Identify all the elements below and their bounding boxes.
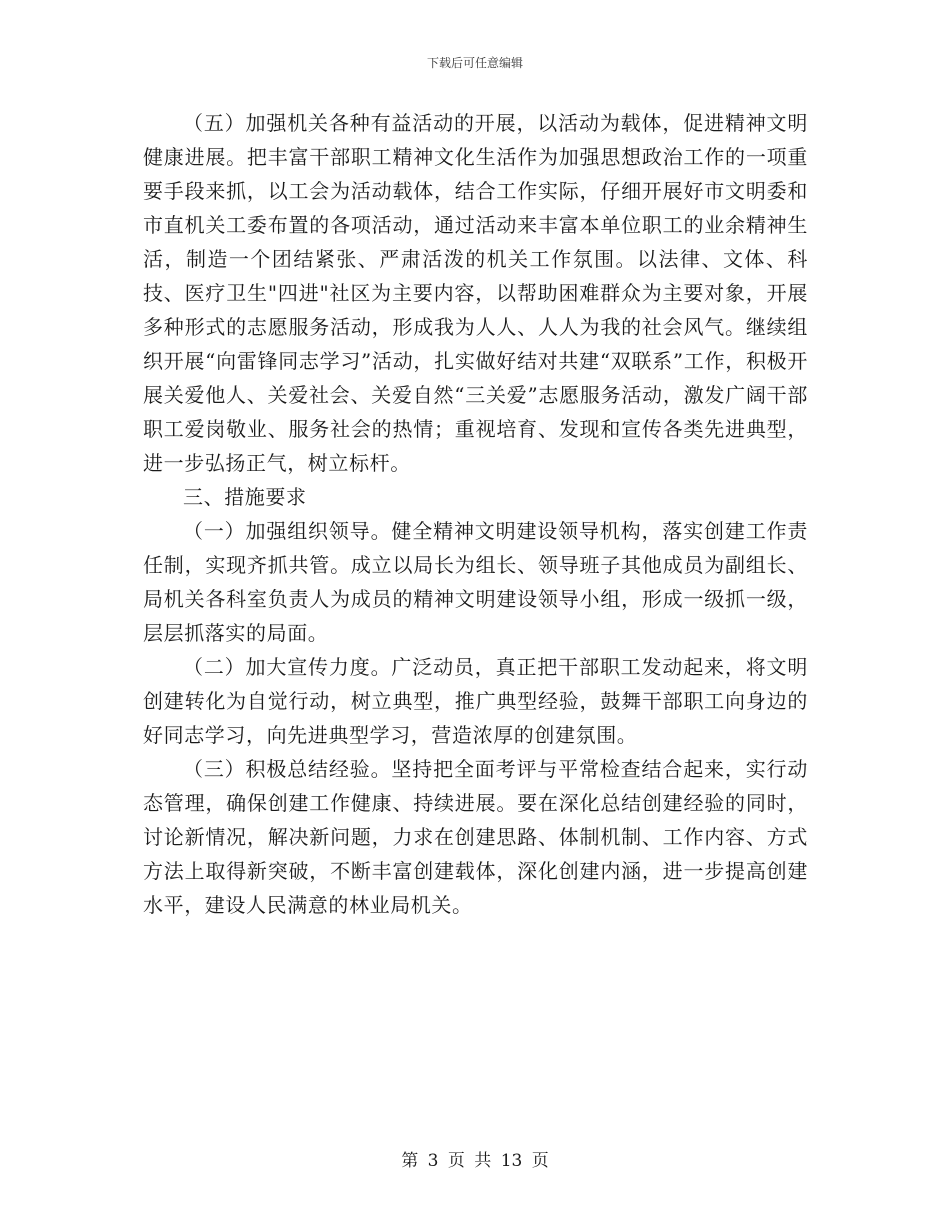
document-body [143,106,808,922]
paragraph-experience: （三）积极总结经验。坚持把全面考评与平常检查结合起来，实行动态管理，确保创建工作健康、持续进展。要在深化总结创建经验的同时，讨论新情况，解决新问题，力求在创建思路、体制机制、工作内容、方式方法上取得新突破，不断丰富创建载体，深化创建内涵，进一步提高创建水平，建设人民满意的林业局机关。 [143,757,808,917]
section-heading-measures: 三、措施要求 [183,485,307,509]
paragraph-publicity: （二）加大宣传力度。广泛动员，真正把干部职工发动起来，将文明创建转化为自觉行动，树立典型，推广典型经验，鼓舞干部职工向身边的好同志学习，向先进典型学习，营造浓厚的创建氛围。 [143,655,808,747]
paragraph-organization: （一）加强组织领导。健全精神文明建设领导机构，落实创建工作责任制，实现齐抓共管。成立以局长为组长、领导班子其他成员为副组长、局机关各科室负责人为成员的精神文明建设领导小组，形成一级抓一级，层层抓落实的局面。 [143,519,808,645]
page-number: 第 3 页 共 13 页 [401,1151,549,1171]
header-note: 下载后可任意编辑 [426,56,523,70]
paragraph-activities: （五）加强机关各种有益活动的开展，以活动为载体，促进精神文明健康进展。把丰富干部职工精神文化生活作为加强思想政治工作的一项重要手段来抓，以工会为活动载体，结合工作实际，仔细开展好市文明委和市直机关工委布置的各项活动，通过活动来丰富本单位职工的业余精神生活，制造一个团结紧张、严肃活泼的机关工作氛围。以法律、文体、科技、医疗卫生"四进"社区为主要内容，以帮助困难群众为主要对象，开展多种形式的志愿服务活动，形成我为人人、人人为我的社会风气。继续组织开展“向雷锋同志学习”活动，扎实做好结对共建“双联系”工作，积极开展关爱他人、关爱社会、关爱自然“三关爱”志愿服务活动，激发广阔干部职工爱岗敬业、服务社会的热情；重视培育、发现和宣传各类先进典型，进一步弘扬正气，树立标杆。 [143,111,808,475]
